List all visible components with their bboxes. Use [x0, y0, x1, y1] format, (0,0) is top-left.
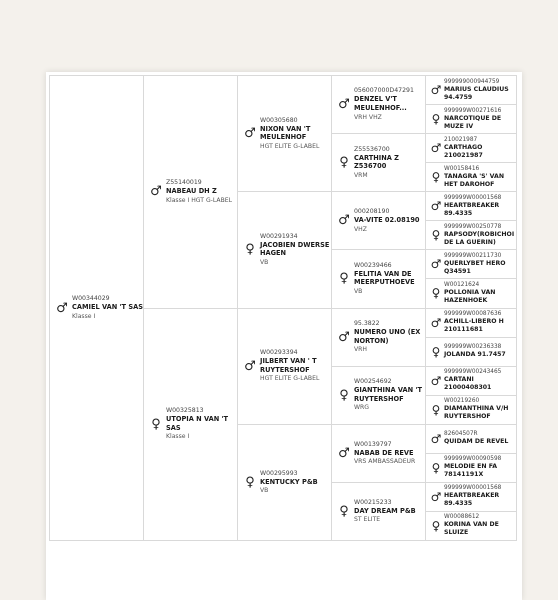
pedigree-cell-gen4[interactable] [332, 425, 426, 483]
horse-name: JILBERT VAN ' T RUYTERSHOF [260, 357, 317, 374]
horse-name: NABEAU DH Z [166, 186, 217, 195]
registration-number: 999999W00243465 [444, 369, 502, 376]
horse-name: GIANTHINA VAN 'T RUYTERSHOF [354, 386, 422, 403]
registration-number: W00239466 [354, 261, 392, 269]
horse-info [444, 108, 516, 131]
horse-name: CAMIEL VAN 'T SAS [72, 303, 143, 312]
horse-info [444, 344, 506, 359]
horse-predicate: HGT ELITE G-LABEL [260, 375, 320, 383]
horse-name: POLLONIA VAN HAZENHOEK [444, 288, 496, 304]
pedigree-cell-gen1[interactable] [50, 76, 144, 541]
pedigree-tree [49, 75, 517, 541]
male-symbol-icon: ♂ [338, 97, 350, 113]
horse-predicate: WRG [354, 404, 369, 412]
registration-number: 999999W00271616 [444, 107, 502, 114]
horse-info [444, 431, 508, 446]
horse-predicate: VB [354, 288, 363, 296]
male-symbol-icon: ♂ [56, 300, 68, 316]
pedigree-cell-gen2[interactable] [144, 76, 238, 309]
registration-number: W00295993 [260, 469, 298, 477]
registration-number: W00121624 [444, 281, 480, 288]
male-symbol-icon: ♂ [430, 373, 442, 388]
male-symbol-icon: ♂ [338, 445, 350, 461]
horse-info [260, 233, 331, 267]
horse-name: HEARTBREAKER 89.4335 [444, 492, 500, 508]
female-symbol-icon: ♀ [245, 474, 255, 490]
female-symbol-icon: ♀ [431, 344, 441, 359]
male-symbol-icon: ♂ [430, 199, 442, 214]
horse-info [166, 407, 237, 441]
pedigree-cell-gen2[interactable] [144, 309, 238, 542]
horse-info [354, 378, 425, 412]
horse-name: ACHILL-LIBERO H 210111681 [444, 318, 504, 334]
registration-number: 999999W00001568 [444, 194, 502, 201]
male-symbol-icon: ♂ [244, 358, 256, 374]
horse-predicate: Klasse I [72, 312, 96, 320]
male-symbol-icon: ♂ [430, 315, 442, 330]
horse-name: JACOBIEN DWERSE HAGEN [260, 240, 330, 258]
horse-name: QUERLYBET HERO Q34591 [444, 259, 506, 275]
horse-name: CARTANI 21000408301 [444, 376, 492, 392]
registration-number: W00344029 [72, 295, 110, 303]
female-symbol-icon: ♀ [339, 155, 349, 171]
horse-predicate: VRS AMBASSADEUR [354, 458, 416, 466]
pedigree-cell-gen5[interactable] [426, 425, 517, 454]
registration-number: 999999W00090598 [444, 456, 502, 463]
pedigree-cell-gen5[interactable] [426, 454, 517, 483]
registration-number: W00325813 [166, 407, 204, 415]
pedigree-cell-gen5[interactable] [426, 105, 517, 134]
registration-number: W00254692 [354, 378, 392, 386]
registration-number: 210021987 [444, 136, 478, 143]
female-symbol-icon: ♀ [339, 387, 349, 403]
horse-predicate: VRH [354, 346, 367, 354]
horse-name: FELITIA VAN DE MEERPUTHOEVE [354, 269, 415, 287]
registration-number: 999999W00087636 [444, 311, 502, 318]
horse-info [444, 137, 516, 160]
pedigree-cell-gen5[interactable] [426, 221, 517, 250]
horse-info [444, 166, 516, 189]
horse-info [72, 295, 143, 321]
horse-info [354, 87, 425, 121]
pedigree-cell-gen5[interactable] [426, 163, 517, 192]
pedigree-cell-gen3[interactable] [238, 425, 332, 541]
horse-name: KENTUCKY P&B [260, 477, 318, 486]
horse-name: JOLANDA 91.7457 [444, 351, 506, 359]
horse-name: MARIUS CLAUDIUS 94.4759 [444, 85, 509, 101]
pedigree-cell-gen4[interactable] [332, 483, 426, 541]
female-symbol-icon: ♀ [431, 402, 441, 417]
horse-predicate: VB [260, 258, 269, 266]
horse-info [354, 146, 425, 180]
pedigree-cell-gen5[interactable] [426, 192, 517, 221]
pedigree-cell-gen3[interactable] [238, 192, 332, 308]
horse-name: VA-VITE 02.08190 [354, 216, 420, 225]
female-symbol-icon: ♀ [151, 416, 161, 432]
pedigree-cell-gen4[interactable] [332, 76, 426, 134]
pedigree-cell-gen5[interactable] [426, 250, 517, 279]
pedigree-cell-gen5[interactable] [426, 338, 517, 367]
horse-info [260, 349, 331, 383]
horse-info [444, 253, 516, 276]
horse-name: HEARTBREAKER 89.4335 [444, 201, 500, 217]
horse-name: NARCOTIQUE DE MUZE IV [444, 114, 502, 130]
registration-number: 056007000D47291 [354, 87, 414, 95]
horse-name: CARTHAGO 210021987 [444, 143, 483, 159]
horse-info [444, 456, 516, 479]
female-symbol-icon: ♀ [431, 228, 441, 243]
horse-name: NABAB DE REVE [354, 448, 414, 457]
male-symbol-icon: ♂ [338, 329, 350, 345]
horse-predicate: VRH VHZ [354, 113, 382, 121]
horse-name: MELODIE EN FA 78141191X [444, 463, 498, 479]
horse-predicate: VHZ [354, 225, 367, 233]
pedigree-cell-gen4[interactable] [332, 250, 426, 308]
registration-number: Z55140019 [166, 178, 202, 186]
pedigree-cell-gen4[interactable] [332, 367, 426, 425]
male-symbol-icon: ♂ [244, 126, 256, 142]
horse-info [444, 514, 516, 537]
male-symbol-icon: ♂ [338, 213, 350, 229]
pedigree-cell-gen4[interactable] [332, 134, 426, 192]
horse-predicate: Klasse I HGT G-LABEL [166, 196, 232, 204]
female-symbol-icon: ♀ [431, 518, 441, 533]
registration-number: 999999W00001568 [444, 485, 502, 492]
female-symbol-icon: ♀ [339, 271, 349, 287]
registration-number: 999999W00211730 [444, 252, 502, 259]
horse-info [444, 485, 516, 508]
horse-info [444, 79, 516, 102]
pedigree-cell-gen5[interactable] [426, 279, 517, 308]
pedigree-cell-gen5[interactable] [426, 512, 517, 541]
male-symbol-icon: ♂ [430, 257, 442, 272]
horse-name: DIAMANTHINA V/H RUYTERSHOF [444, 405, 509, 421]
horse-name: DAY DREAM P&B [354, 506, 416, 515]
female-symbol-icon: ♀ [245, 242, 255, 258]
male-symbol-icon: ♂ [430, 141, 442, 156]
registration-number: 95.3822 [354, 319, 380, 327]
registration-number: Z55536700 [354, 145, 390, 153]
horse-info [444, 224, 516, 247]
horse-info [444, 282, 516, 305]
horse-predicate: VRM [354, 171, 368, 179]
registration-number: W00158416 [444, 165, 480, 172]
female-symbol-icon: ♀ [431, 112, 441, 127]
horse-info [354, 441, 415, 467]
registration-number: W00293394 [260, 349, 298, 357]
female-symbol-icon: ♀ [339, 503, 349, 519]
registration-number: W00291934 [260, 232, 298, 240]
registration-number: W00088612 [444, 514, 480, 521]
pedigree-cell-gen5[interactable] [426, 134, 517, 163]
horse-info [354, 499, 416, 525]
horse-predicate: VB [260, 487, 269, 495]
female-symbol-icon: ♀ [431, 460, 441, 475]
horse-info [166, 179, 232, 205]
registration-number: 999999000944759 [444, 78, 500, 85]
horse-name: NIXON VAN 'T MEULENHOF [260, 124, 311, 142]
pedigree-cell-gen5[interactable] [426, 367, 517, 396]
pedigree-cell-gen4[interactable] [332, 192, 426, 250]
horse-info [354, 262, 425, 296]
horse-name: UTOPIA N VAN 'T SAS [166, 415, 229, 432]
horse-name: NUMERO UNO (EX NORTON) [354, 327, 421, 345]
horse-info [444, 398, 516, 421]
pedigree-cell-gen5[interactable] [426, 396, 517, 425]
registration-number: 999999W00250778 [444, 223, 502, 230]
horse-info [444, 369, 516, 392]
horse-name: DENZEL V'T MEULENHOF... [354, 95, 407, 113]
horse-info [260, 470, 318, 496]
female-symbol-icon: ♀ [431, 286, 441, 301]
registration-number: W00219260 [444, 398, 480, 405]
horse-predicate: ST ELITE [354, 516, 381, 524]
male-symbol-icon: ♂ [150, 184, 162, 200]
horse-name: CARTHINA Z Z536700 [354, 153, 399, 171]
male-symbol-icon: ♂ [430, 489, 442, 504]
horse-name: KORINA VAN DE SLUIZE [444, 521, 499, 537]
horse-name: TANAGRA 'S' VAN HET DAROHOF [444, 172, 505, 188]
horse-info [260, 117, 331, 151]
horse-name: RAPSODY(ROBICHOI DE LA GUERIN) [444, 230, 515, 246]
male-symbol-icon: ♂ [430, 431, 442, 446]
horse-info [354, 208, 420, 234]
pedigree-cell-gen5[interactable] [426, 483, 517, 512]
registration-number: 999999W00236338 [444, 344, 502, 351]
registration-number: W00305680 [260, 116, 298, 124]
horse-info [444, 311, 516, 334]
horse-info [354, 320, 425, 354]
female-symbol-icon: ♀ [431, 170, 441, 185]
male-symbol-icon: ♂ [430, 83, 442, 98]
horse-name: QUIDAM DE REVEL [444, 438, 509, 446]
horse-info [444, 195, 516, 218]
horse-predicate: HGT ELITE G-LABEL [260, 142, 320, 150]
pedigree-cell-gen3[interactable] [238, 309, 332, 425]
registration-number: 82604507R [444, 431, 478, 438]
pedigree-cell-gen4[interactable] [332, 309, 426, 367]
registration-number: 000208190 [354, 208, 390, 216]
pedigree-cell-gen5[interactable] [426, 76, 517, 105]
pedigree-cell-gen3[interactable] [238, 76, 332, 192]
registration-number: W00139797 [354, 440, 392, 448]
horse-predicate: Klasse I [166, 433, 190, 441]
pedigree-cell-gen5[interactable] [426, 309, 517, 338]
pedigree-sheet [46, 72, 522, 600]
registration-number: W00215233 [354, 498, 392, 506]
